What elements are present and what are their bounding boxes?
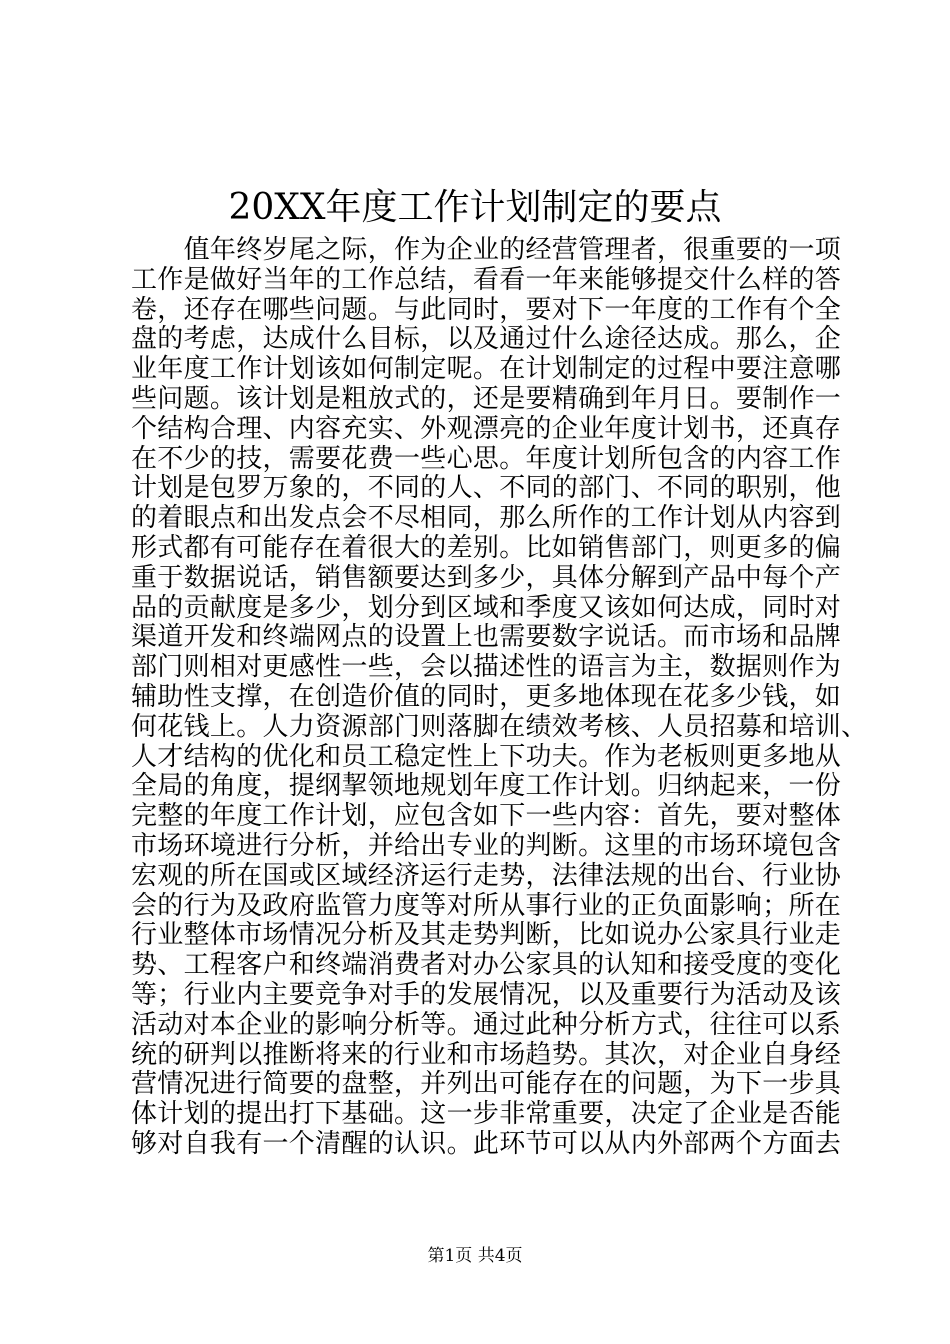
body-line: 等；行业内主要竞争对手的发展情况，以及重要行为活动及该 [131,979,842,1010]
body-line: 业年度工作计划该如何制定呢。在计划制定的过程中要注意哪 [131,354,842,385]
body-line: 值年终岁尾之际，作为企业的经营管理者，很重要的一项 [131,235,842,265]
body-line: 些问题。该计划是粗放式的，还是要精确到年月日。要制作一 [131,383,842,414]
document-title: 20XX年度工作计划制定的要点 [228,187,722,228]
body-line: 全局的角度，提纲挈领地规划年度工作计划。归纳起来，一份 [131,771,842,802]
body-line: 个结构合理、内容充实、外观漂亮的企业年度计划书，还真存 [131,413,842,444]
body-line: 营情况进行简要的盘整，并列出可能存在的问题，为下一步具 [131,1069,842,1100]
body-line: 统的研判以推断将来的行业和市场趋势。其次，对企业自身经 [131,1039,842,1070]
body-line: 卷，还存在哪些问题。与此同时，要对下一年度的工作有个全 [131,294,842,325]
body-line: 辅助性支撑，在创造价值的同时，更多地体现在花多少钱，如 [131,681,842,712]
body-line: 部门则相对更感性一些，会以描述性的语言为主，数据则作为 [131,652,842,683]
body-line: 品的贡献度是多少，划分到区域和季度又该如何达成，同时对 [131,592,842,623]
body-line: 够对自我有一个清醒的认识。此环节可以从内外部两个方面去 [131,1128,842,1159]
body-line: 盘的考虑，达成什么目标，以及通过什么途径达成。那么，企 [131,324,842,355]
body-line: 宏观的所在国或区域经济运行走势，法律法规的出台、行业协 [131,860,842,891]
body-line: 活动对本企业的影响分析等。通过此种分析方式，往往可以系 [131,1009,842,1040]
body-line: 市场环境进行分析，并给出专业的判断。这里的市场环境包含 [131,830,842,861]
body-line: 计划是包罗万象的，不同的人、不同的部门、不同的职别，他 [131,473,842,504]
body-line: 何花钱上。人力资源部门则落脚在绩效考核、人员招募和培训、 [131,711,868,742]
body-line: 体计划的提出打下基础。这一步非常重要，决定了企业是否能 [131,1099,842,1130]
body-line: 在不少的技，需要花费一些心思。年度计划所包含的内容工作 [131,443,842,474]
body-line: 会的行为及政府监管力度等对所从事行业的正负面影响；所在 [131,890,842,921]
body-line: 的着眼点和出发点会不尽相同，那么所作的工作计划从内容到 [131,503,842,534]
page-number: 第1页 共4页 [427,1246,523,1266]
body-line: 人才结构的优化和员工稳定性上下功夫。作为老板则更多地从 [131,741,842,772]
body-line: 势、工程客户和终端消费者对办公家具的认知和接受度的变化 [131,950,842,981]
document-body [131,235,868,1160]
body-line: 渠道开发和终端网点的设置上也需要数字说话。而市场和品牌 [131,622,842,653]
body-line: 完整的年度工作计划，应包含如下一些内容：首先，要对整体 [131,801,842,832]
body-line: 行业整体市场情况分析及其走势判断，比如说办公家具行业走 [131,920,842,951]
body-line: 重于数据说话，销售额要达到多少，具体分解到产品中每个产 [131,562,842,593]
body-line: 工作是做好当年的工作总结，看看一年来能够提交什么样的答 [131,264,842,295]
body-line: 形式都有可能存在着很大的差别。比如销售部门，则更多的偏 [131,532,842,563]
